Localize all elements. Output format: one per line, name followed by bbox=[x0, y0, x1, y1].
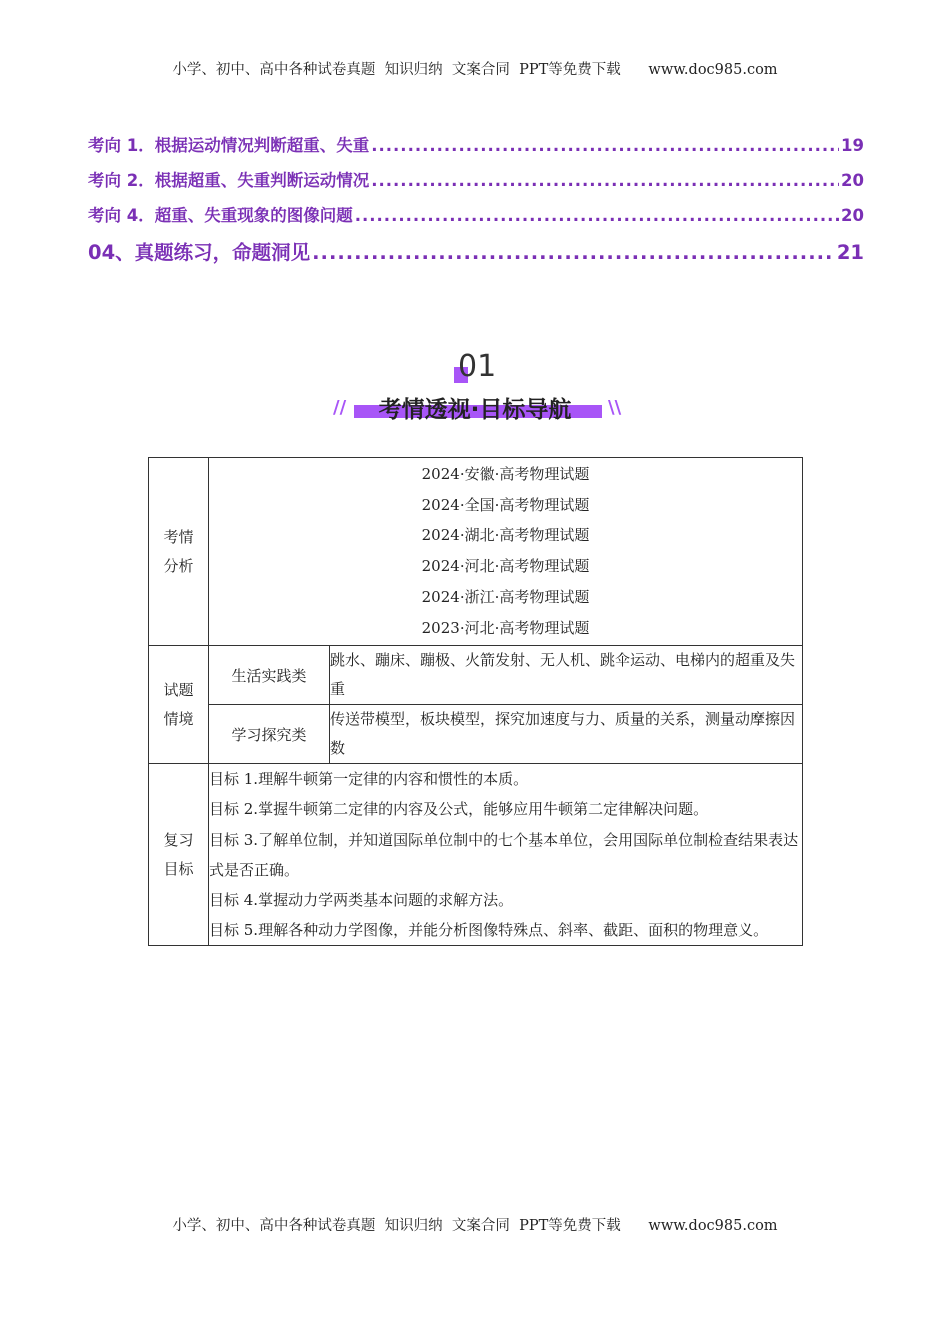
review-goal-item: 目标 5.理解各种动力学图像，并能分析图像特殊点、斜率、截距、面积的物理意义。 bbox=[209, 921, 769, 940]
exam-analysis-table bbox=[148, 457, 803, 946]
table-of-contents bbox=[88, 132, 864, 277]
toc-entry-title: 考向 2．根据超重、失重判断运动情况 bbox=[88, 171, 370, 190]
header-banner: 小学、初中、高中各种试卷真题 知识归纳 文案合同 PPT等免费下载 www.doc985.com bbox=[172, 62, 778, 78]
toc-entry-title: 考向 4．超重、失重现象的图像问题 bbox=[88, 206, 353, 225]
toc-entry[interactable] bbox=[88, 202, 864, 237]
study-explore-label: 学习探究类 bbox=[209, 705, 330, 764]
context-label-text: 试题 情境 bbox=[163, 680, 194, 728]
toc-entry[interactable] bbox=[88, 167, 864, 202]
section-header bbox=[330, 345, 620, 425]
review-row bbox=[149, 764, 803, 946]
toc-dot-leader bbox=[371, 171, 839, 190]
life-practice-label: 生活实践类 bbox=[209, 646, 330, 705]
toc-entry-page: 19 bbox=[841, 136, 864, 155]
review-goal-item: 目标 2.掌握牛顿第二定律的内容及公式，能够应用牛顿第二定律解决问题。 bbox=[209, 800, 709, 819]
footer-banner: 小学、初中、高中各种试卷真题 知识归纳 文案合同 PPT等免费下载 www.doc985.com bbox=[172, 1218, 778, 1234]
exam-year-item: 2024·湖北·高考物理试题 bbox=[421, 526, 590, 545]
exam-year-item: 2023·河北·高考物理试题 bbox=[421, 618, 590, 637]
context-row-life bbox=[149, 646, 803, 705]
exam-years-cell bbox=[209, 458, 803, 646]
analysis-row bbox=[149, 458, 803, 646]
toc-dot-leader bbox=[312, 241, 835, 264]
review-goal-item: 目标 3.了解单位制，并知道国际单位制中的七个基本单位，会用国际单位制检查结果表达式是否正确。 bbox=[209, 830, 799, 879]
exam-year-item: 2024·河北·高考物理试题 bbox=[421, 557, 590, 576]
right-slash-decoration: \\ bbox=[608, 397, 622, 418]
life-practice-text: 跳水、蹦床、蹦极、火箭发射、无人机、跳伞运动、电梯内的超重及失重 bbox=[330, 646, 803, 705]
review-goal-item: 目标 1.理解牛顿第一定律的内容和惯性的本质。 bbox=[209, 770, 529, 789]
exam-year-item: 2024·安徽·高考物理试题 bbox=[421, 465, 590, 483]
study-explore-text: 传送带模型，板块模型，探究加速度与力、质量的关系，测量动摩擦因数 bbox=[330, 705, 803, 764]
exam-year-item: 2024·全国·高考物理试题 bbox=[421, 495, 590, 514]
toc-entry-page: 21 bbox=[836, 241, 864, 264]
toc-entry[interactable] bbox=[88, 132, 864, 167]
review-label-text: 复习 目标 bbox=[163, 830, 194, 878]
toc-entry-page: 20 bbox=[841, 171, 864, 190]
left-slash-decoration: // bbox=[333, 397, 347, 418]
toc-entry-title: 考向 1．根据运动情况判断超重、失重 bbox=[88, 136, 370, 155]
review-goal-item: 目标 4.掌握动力学两类基本问题的求解方法。 bbox=[209, 891, 514, 910]
toc-dot-leader bbox=[371, 136, 839, 155]
toc-entry-main[interactable] bbox=[88, 237, 864, 277]
exam-year-item: 2024·浙江·高考物理试题 bbox=[421, 587, 590, 606]
review-label bbox=[149, 764, 209, 946]
review-goals-cell bbox=[209, 764, 803, 946]
context-row-study bbox=[149, 705, 803, 764]
toc-entry-title: 04、真题练习，命题洞见 bbox=[88, 241, 311, 264]
toc-entry-page: 20 bbox=[841, 206, 864, 225]
toc-dot-leader bbox=[355, 206, 839, 225]
section-title: 考情透视·目标导航 bbox=[378, 397, 572, 423]
context-label bbox=[149, 646, 209, 764]
analysis-label-text: 考情 分析 bbox=[163, 527, 194, 575]
section-number: 01 bbox=[458, 349, 497, 384]
analysis-label bbox=[149, 458, 209, 646]
